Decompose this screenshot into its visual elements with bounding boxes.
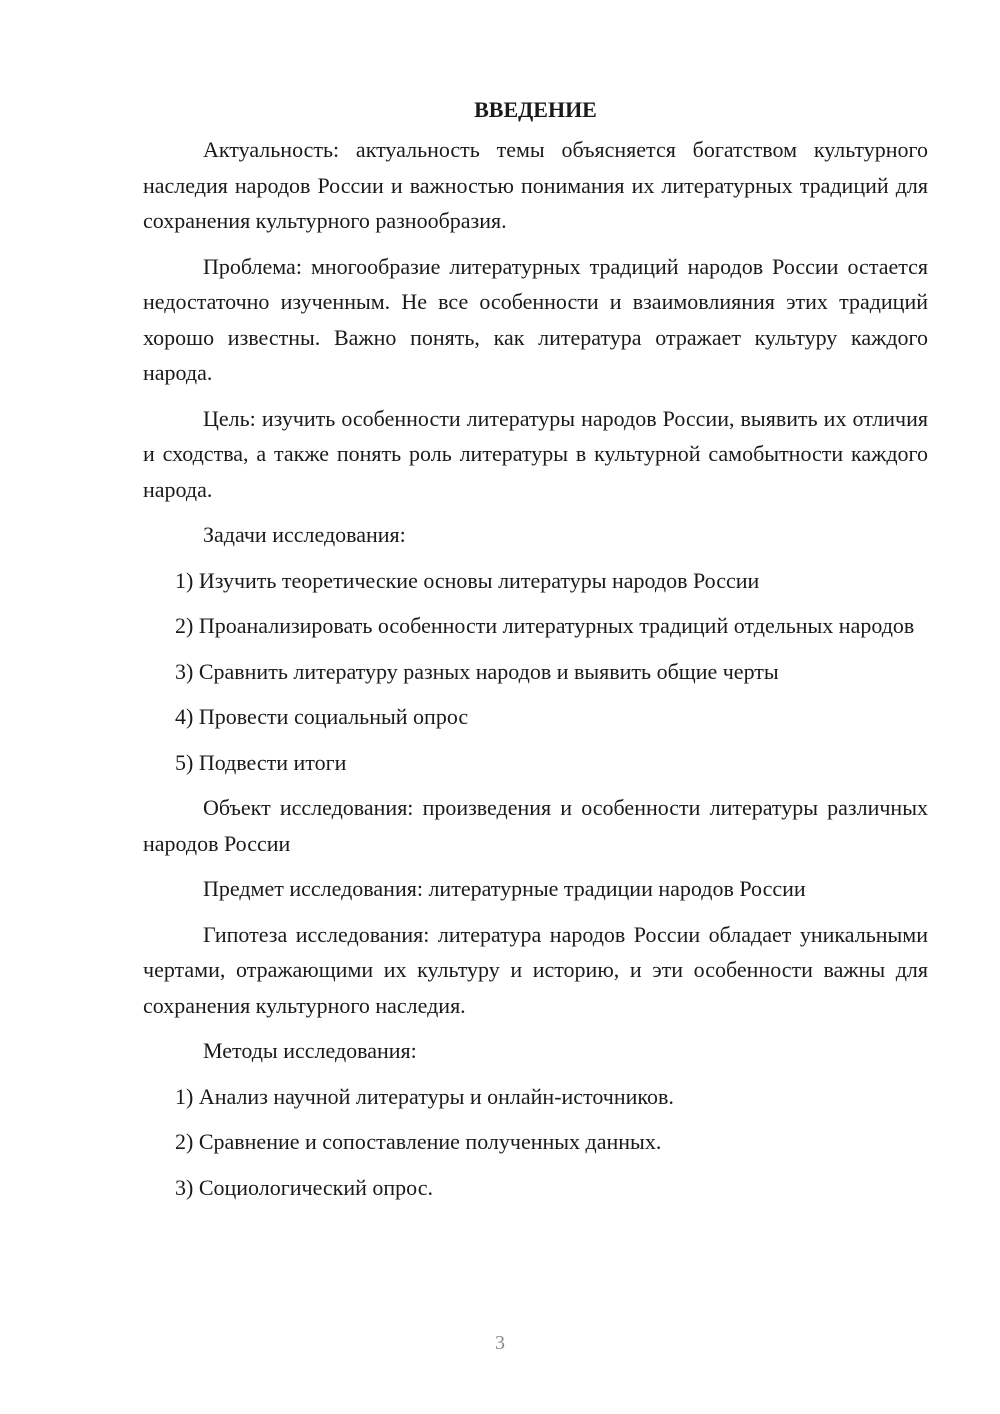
hypothesis-paragraph: Гипотеза исследования: литература народов России обладает уникальными чертами, отражающими их культуру и историю, и эти особенности важны для сохранения культурного наследия. [143,921,928,1018]
object-paragraph: Объект исследования: произведения и особенности литературы различных народов России [143,795,928,856]
task-item-3: 3) Сравнить литературу разных народов и выявить общие черты [175,658,779,684]
document-page [143,92,928,1215]
task-item-2: 2) Проанализировать особенности литературных традиций отдельных народов [175,613,915,638]
relevance-paragraph: Актуальность: актуальность темы объясняется богатством культурного наследия народов России и важностью понимания их литературных традиций для сохранения культурного разнообразия. [143,137,928,233]
page-title: ВВЕДЕНИЕ [474,97,597,122]
page-number: 3 [495,1332,505,1354]
task-item-5: 5) Подвести итоги [175,749,347,775]
task-item-4: 4) Провести социальный опрос [175,704,469,729]
method-item-2: 2) Сравнение и сопоставление полученных данных. [175,1129,662,1154]
method-item-1: 1) Анализ научной литературы и онлайн-источников. [175,1083,674,1109]
tasks-heading: Задачи исследования: [203,522,406,547]
method-item-3: 3) Социологический опрос. [175,1174,433,1200]
subject-paragraph: Предмет исследования: литературные традиции народов России [203,876,806,901]
problem-paragraph: Проблема: многообразие литературных традиций народов России остается недостаточно изученным. Не все особенности и взаимовлияния этих традиций хорошо известны. Важно понять, как литература отражает культуру каждого народа. [143,253,928,385]
goal-paragraph: Цель: изучить особенности литературы народов России, выявить их отличия и сходства, а также понять роль литературы в культурной самобытности каждого народа. [143,405,928,502]
methods-heading: Методы исследования: [203,1038,417,1063]
task-item-1: 1) Изучить теоретические основы литературы народов России [175,567,760,593]
